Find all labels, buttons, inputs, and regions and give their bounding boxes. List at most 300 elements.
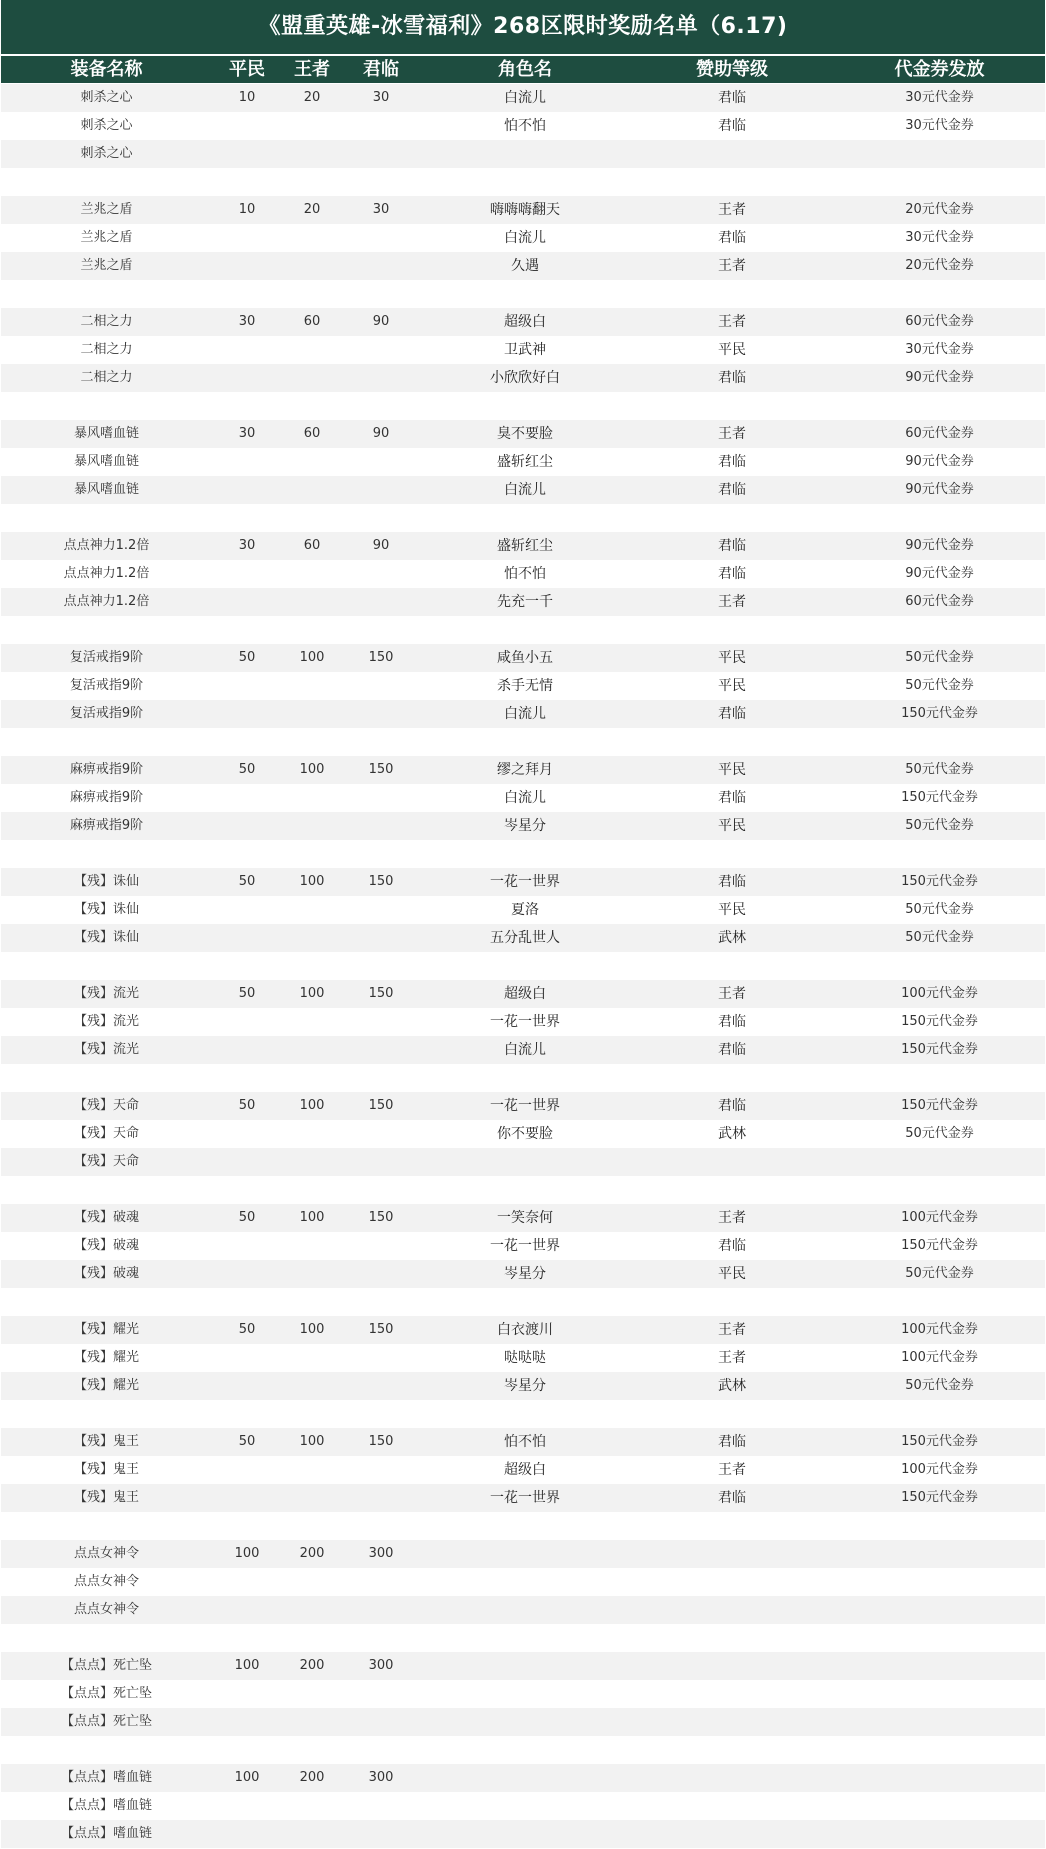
cell-sponsor-level: 君临	[718, 874, 746, 890]
cell-junlin	[342, 1568, 420, 1596]
cell-coupon: 30元代金券	[905, 342, 974, 357]
table-row	[1, 1148, 1045, 1176]
cell-role-name	[420, 1148, 630, 1176]
cell-sponsor-level	[630, 1148, 834, 1176]
table-row	[1, 812, 1045, 840]
cell-coupon: 60元代金券	[905, 594, 974, 609]
header-sponsor-level: 赞助等级	[696, 59, 768, 80]
cell-junlin	[342, 1512, 420, 1540]
cell-role-name: 盛斩红尘	[497, 538, 553, 554]
cell-junlin: 90	[372, 426, 390, 441]
cell-equipment-name: 二相之力	[80, 314, 133, 329]
cell-coupon: 150元代金券	[901, 874, 978, 889]
cell-coupon	[834, 1652, 1045, 1680]
table-row	[1, 168, 1045, 196]
cell-equipment-name	[1, 1064, 212, 1092]
cell-sponsor-level: 王者	[718, 986, 746, 1002]
cell-coupon: 50元代金券	[905, 1266, 974, 1281]
cell-junlin	[342, 1624, 420, 1652]
cell-equipment-name: 【残】流光	[73, 986, 139, 1001]
cell-wangzhe	[282, 588, 342, 616]
cell-coupon: 100元代金券	[901, 1210, 978, 1225]
cell-coupon	[834, 392, 1045, 420]
header-coupon: 代金券发放	[894, 59, 985, 80]
cell-junlin: 300	[368, 1546, 394, 1561]
table-row	[1, 1428, 1045, 1456]
cell-role-name: 一花一世界	[490, 874, 560, 890]
cell-junlin	[342, 1148, 420, 1176]
cell-sponsor-level	[630, 1064, 834, 1092]
cell-sponsor-level: 武林	[718, 1126, 746, 1142]
cell-pingmin	[212, 952, 282, 980]
cell-wangzhe	[282, 1120, 342, 1148]
cell-wangzhe	[282, 896, 342, 924]
cell-equipment-name: 【点点】死亡坠	[60, 1714, 152, 1729]
cell-sponsor-level	[630, 140, 834, 168]
cell-wangzhe	[282, 1820, 342, 1848]
cell-sponsor-level	[630, 840, 834, 868]
cell-coupon: 30元代金券	[905, 230, 974, 245]
cell-role-name: 白流儿	[504, 90, 546, 106]
cell-wangzhe: 100	[299, 1098, 325, 1113]
cell-wangzhe	[282, 840, 342, 868]
page-title: 《盟重英雄-冰雪福利》268区限时奖励名单（6.17)	[1, 0, 1045, 54]
table-row	[1, 560, 1045, 588]
cell-role-name: 盛斩红尘	[497, 454, 553, 470]
cell-sponsor-level	[630, 1736, 834, 1764]
cell-coupon	[834, 1540, 1045, 1568]
cell-sponsor-level: 平民	[718, 678, 746, 694]
cell-equipment-name: 【残】耀光	[73, 1350, 139, 1365]
cell-junlin	[342, 1596, 420, 1624]
cell-wangzhe	[282, 1372, 342, 1400]
table-row	[1, 1624, 1045, 1652]
cell-role-name	[420, 1736, 630, 1764]
cell-role-name: 一笑奈何	[497, 1210, 553, 1226]
cell-pingmin	[212, 448, 282, 476]
table-row	[1, 1232, 1045, 1260]
cell-pingmin: 50	[238, 874, 256, 889]
cell-role-name	[420, 1288, 630, 1316]
cell-equipment-name: 暴风嗜血链	[73, 482, 139, 497]
table-row	[1, 532, 1045, 560]
cell-wangzhe	[282, 112, 342, 140]
cell-coupon	[834, 728, 1045, 756]
cell-pingmin	[212, 812, 282, 840]
cell-wangzhe	[282, 728, 342, 756]
cell-pingmin: 10	[238, 90, 256, 105]
cell-wangzhe: 100	[299, 874, 325, 889]
cell-role-name: 久遇	[511, 258, 539, 274]
cell-sponsor-level	[630, 392, 834, 420]
cell-pingmin	[212, 1232, 282, 1260]
cell-role-name	[420, 840, 630, 868]
table-row	[1, 1540, 1045, 1568]
table-row	[1, 1820, 1045, 1848]
cell-wangzhe	[282, 1596, 342, 1624]
cell-pingmin	[212, 168, 282, 196]
cell-sponsor-level	[630, 1288, 834, 1316]
cell-junlin: 150	[368, 986, 394, 1001]
cell-role-name: 嗨嗨嗨翻天	[490, 202, 560, 218]
cell-sponsor-level: 君临	[718, 1014, 746, 1030]
table-row	[1, 336, 1045, 364]
cell-role-name: 五分乱世人	[490, 930, 560, 946]
cell-role-name	[420, 616, 630, 644]
cell-junlin	[342, 1680, 420, 1708]
cell-equipment-name: 【残】耀光	[73, 1378, 139, 1393]
cell-junlin	[342, 1176, 420, 1204]
cell-coupon: 150元代金券	[901, 1434, 978, 1449]
cell-equipment-name: 复活戒指9阶	[69, 678, 144, 693]
cell-role-name	[420, 1400, 630, 1428]
cell-sponsor-level	[630, 952, 834, 980]
cell-wangzhe	[282, 1512, 342, 1540]
cell-pingmin	[212, 364, 282, 392]
cell-role-name	[420, 1764, 630, 1792]
cell-role-name: 臭不要脸	[497, 426, 553, 442]
cell-sponsor-level: 王者	[718, 1350, 746, 1366]
cell-sponsor-level	[630, 1792, 834, 1820]
cell-wangzhe	[282, 1232, 342, 1260]
cell-pingmin	[212, 1736, 282, 1764]
cell-junlin	[342, 924, 420, 952]
cell-equipment-name: 【残】流光	[73, 1042, 139, 1057]
table-row	[1, 112, 1045, 140]
cell-equipment-name: 【残】耀光	[73, 1322, 139, 1337]
cell-sponsor-level: 王者	[718, 426, 746, 442]
table-row	[1, 1568, 1045, 1596]
cell-coupon: 30元代金券	[905, 90, 974, 105]
cell-junlin: 90	[372, 538, 390, 553]
cell-junlin	[342, 1820, 420, 1848]
table-row	[1, 672, 1045, 700]
cell-pingmin: 50	[238, 650, 256, 665]
cell-sponsor-level: 王者	[718, 258, 746, 274]
table-row	[1, 224, 1045, 252]
cell-pingmin	[212, 1064, 282, 1092]
cell-wangzhe: 200	[299, 1770, 325, 1785]
cell-coupon: 50元代金券	[905, 762, 974, 777]
cell-coupon: 50元代金券	[905, 678, 974, 693]
cell-equipment-name	[1, 1736, 212, 1764]
cell-wangzhe: 60	[303, 314, 321, 329]
cell-wangzhe: 100	[299, 1322, 325, 1337]
cell-pingmin: 50	[238, 1322, 256, 1337]
cell-sponsor-level: 君临	[718, 706, 746, 722]
cell-equipment-name: 暴风嗜血链	[73, 454, 139, 469]
cell-wangzhe	[282, 252, 342, 280]
cell-sponsor-level: 武林	[718, 1378, 746, 1394]
cell-pingmin	[212, 1344, 282, 1372]
cell-wangzhe	[282, 1792, 342, 1820]
cell-coupon: 100元代金券	[901, 1462, 978, 1477]
cell-coupon	[834, 1064, 1045, 1092]
table-row	[1, 1120, 1045, 1148]
cell-role-name: 夏洛	[511, 902, 539, 918]
table-row	[1, 952, 1045, 980]
cell-junlin	[342, 476, 420, 504]
cell-coupon: 50元代金券	[905, 902, 974, 917]
cell-coupon: 50元代金券	[905, 1378, 974, 1393]
cell-sponsor-level: 平民	[718, 342, 746, 358]
cell-wangzhe	[282, 1036, 342, 1064]
cell-coupon: 60元代金券	[905, 314, 974, 329]
cell-junlin: 90	[372, 314, 390, 329]
cell-equipment-name: 复活戒指9阶	[69, 706, 144, 721]
cell-role-name	[420, 1568, 630, 1596]
cell-junlin	[342, 1232, 420, 1260]
cell-junlin	[342, 840, 420, 868]
cell-equipment-name	[1, 728, 212, 756]
cell-role-name	[420, 1512, 630, 1540]
table-row	[1, 644, 1045, 672]
cell-coupon: 150元代金券	[901, 1238, 978, 1253]
cell-wangzhe	[282, 364, 342, 392]
cell-role-name: 超级白	[504, 1462, 546, 1478]
cell-wangzhe	[282, 1484, 342, 1512]
cell-sponsor-level: 君临	[718, 454, 746, 470]
cell-role-name: 一花一世界	[490, 1014, 560, 1030]
table-row	[1, 756, 1045, 784]
cell-wangzhe	[282, 280, 342, 308]
cell-equipment-name: 【残】鬼王	[73, 1490, 139, 1505]
cell-equipment-name	[1, 280, 212, 308]
table-row	[1, 896, 1045, 924]
table-row	[1, 140, 1045, 168]
cell-role-name	[420, 280, 630, 308]
table-row	[1, 476, 1045, 504]
cell-role-name: 白衣渡川	[497, 1322, 553, 1338]
cell-equipment-name: 【残】鬼王	[73, 1434, 139, 1449]
cell-coupon: 150元代金券	[901, 790, 978, 805]
cell-equipment-name: 【残】鬼王	[73, 1462, 139, 1477]
cell-sponsor-level: 王者	[718, 202, 746, 218]
cell-equipment-name: 刺杀之心	[80, 90, 133, 105]
cell-pingmin	[212, 1008, 282, 1036]
cell-wangzhe	[282, 1624, 342, 1652]
cell-junlin	[342, 952, 420, 980]
cell-wangzhe	[282, 1260, 342, 1288]
cell-equipment-name: 【残】天命	[73, 1126, 139, 1141]
cell-sponsor-level	[630, 280, 834, 308]
cell-wangzhe	[282, 1344, 342, 1372]
cell-wangzhe	[282, 812, 342, 840]
cell-junlin: 150	[368, 874, 394, 889]
cell-equipment-name	[1, 504, 212, 532]
cell-equipment-name: 【点点】死亡坠	[60, 1658, 152, 1673]
cell-junlin	[342, 392, 420, 420]
cell-sponsor-level	[630, 504, 834, 532]
cell-wangzhe: 60	[303, 426, 321, 441]
table-row	[1, 1092, 1045, 1120]
cell-wangzhe: 100	[299, 650, 325, 665]
table-row	[1, 616, 1045, 644]
cell-wangzhe	[282, 392, 342, 420]
cell-coupon	[834, 840, 1045, 868]
cell-role-name: 缪之拜月	[497, 762, 553, 778]
cell-equipment-name: 【残】天命	[73, 1098, 139, 1113]
cell-pingmin	[212, 896, 282, 924]
cell-coupon: 60元代金券	[905, 426, 974, 441]
cell-junlin	[342, 504, 420, 532]
cell-role-name	[420, 1652, 630, 1680]
cell-role-name: 卫武神	[504, 342, 546, 358]
cell-pingmin	[212, 1792, 282, 1820]
cell-sponsor-level: 君临	[718, 1042, 746, 1058]
cell-junlin: 150	[368, 1210, 394, 1225]
cell-pingmin	[212, 840, 282, 868]
cell-pingmin	[212, 252, 282, 280]
cell-wangzhe	[282, 140, 342, 168]
cell-role-name	[420, 728, 630, 756]
cell-role-name: 白流儿	[504, 230, 546, 246]
table-row	[1, 1260, 1045, 1288]
cell-role-name	[420, 952, 630, 980]
cell-pingmin	[212, 1120, 282, 1148]
cell-sponsor-level: 君临	[718, 1098, 746, 1114]
table-row	[1, 868, 1045, 896]
cell-equipment-name: 刺杀之心	[80, 146, 133, 161]
cell-sponsor-level	[630, 1624, 834, 1652]
table-row	[1, 924, 1045, 952]
cell-role-name: 咸鱼小五	[497, 650, 553, 666]
cell-wangzhe	[282, 1680, 342, 1708]
cell-junlin	[342, 700, 420, 728]
cell-coupon	[834, 1624, 1045, 1652]
cell-coupon	[834, 1148, 1045, 1176]
cell-equipment-name	[1, 1400, 212, 1428]
cell-role-name: 杀手无情	[497, 678, 553, 694]
cell-sponsor-level: 王者	[718, 1462, 746, 1478]
cell-pingmin: 100	[234, 1658, 260, 1673]
cell-sponsor-level: 君临	[718, 1490, 746, 1506]
cell-wangzhe	[282, 616, 342, 644]
cell-junlin	[342, 112, 420, 140]
cell-role-name: 你不要脸	[497, 1126, 553, 1142]
cell-role-name: 哒哒哒	[504, 1350, 546, 1366]
cell-wangzhe	[282, 168, 342, 196]
table-row	[1, 728, 1045, 756]
cell-coupon: 100元代金券	[901, 986, 978, 1001]
cell-pingmin	[212, 280, 282, 308]
table-row	[1, 840, 1045, 868]
cell-junlin	[342, 1288, 420, 1316]
table-row	[1, 1764, 1045, 1792]
cell-junlin	[342, 616, 420, 644]
table-row	[1, 1736, 1045, 1764]
cell-coupon	[834, 168, 1045, 196]
cell-pingmin	[212, 140, 282, 168]
cell-coupon: 20元代金券	[905, 202, 974, 217]
cell-coupon	[834, 1764, 1045, 1792]
cell-coupon: 90元代金券	[905, 566, 974, 581]
cell-sponsor-level	[630, 1680, 834, 1708]
cell-wangzhe	[282, 1708, 342, 1736]
cell-wangzhe	[282, 336, 342, 364]
cell-coupon	[834, 1736, 1045, 1764]
cell-pingmin: 50	[238, 762, 256, 777]
cell-sponsor-level: 君临	[718, 538, 746, 554]
cell-role-name: 岑星分	[504, 1266, 546, 1282]
cell-wangzhe	[282, 672, 342, 700]
cell-coupon	[834, 1820, 1045, 1848]
table-row	[1, 1008, 1045, 1036]
cell-wangzhe	[282, 1288, 342, 1316]
cell-role-name: 白流儿	[504, 790, 546, 806]
cell-wangzhe	[282, 224, 342, 252]
cell-junlin	[342, 1260, 420, 1288]
cell-junlin	[342, 1036, 420, 1064]
table-row	[1, 1792, 1045, 1820]
table-row	[1, 1204, 1045, 1232]
cell-equipment-name: 【点点】死亡坠	[60, 1686, 152, 1701]
cell-role-name	[420, 504, 630, 532]
cell-equipment-name: 点点女神令	[73, 1574, 139, 1589]
table-row	[1, 1372, 1045, 1400]
cell-equipment-name	[1, 616, 212, 644]
cell-sponsor-level: 君临	[718, 1238, 746, 1254]
cell-pingmin: 50	[238, 1098, 256, 1113]
cell-pingmin	[212, 1148, 282, 1176]
cell-pingmin	[212, 476, 282, 504]
cell-role-name	[420, 1176, 630, 1204]
cell-pingmin	[212, 1708, 282, 1736]
cell-junlin	[342, 1708, 420, 1736]
cell-coupon	[834, 1708, 1045, 1736]
cell-pingmin	[212, 1260, 282, 1288]
table-row	[1, 84, 1045, 112]
table-row	[1, 1036, 1045, 1064]
cell-equipment-name: 刺杀之心	[80, 118, 133, 133]
cell-coupon: 50元代金券	[905, 1126, 974, 1141]
cell-sponsor-level	[630, 1176, 834, 1204]
cell-equipment-name: 【残】破魂	[73, 1238, 139, 1253]
cell-role-name: 白流儿	[504, 1042, 546, 1058]
cell-wangzhe	[282, 784, 342, 812]
cell-role-name	[420, 168, 630, 196]
cell-coupon: 90元代金券	[905, 454, 974, 469]
cell-pingmin	[212, 1512, 282, 1540]
cell-pingmin	[212, 1456, 282, 1484]
cell-role-name	[420, 1820, 630, 1848]
cell-wangzhe	[282, 1008, 342, 1036]
cell-junlin	[342, 560, 420, 588]
cell-equipment-name	[1, 1176, 212, 1204]
header-junlin: 君临	[363, 59, 399, 80]
table-row	[1, 448, 1045, 476]
cell-equipment-name: 麻痹戒指9阶	[69, 762, 144, 777]
header-pingmin: 平民	[229, 59, 265, 80]
table-body	[1, 84, 1045, 1848]
cell-wangzhe: 60	[303, 538, 321, 553]
cell-coupon: 30元代金券	[905, 118, 974, 133]
cell-sponsor-level: 王者	[718, 314, 746, 330]
cell-equipment-name: 麻痹戒指9阶	[69, 818, 144, 833]
cell-wangzhe: 20	[303, 90, 321, 105]
cell-pingmin	[212, 728, 282, 756]
cell-role-name: 一花一世界	[490, 1490, 560, 1506]
table-row	[1, 1176, 1045, 1204]
cell-pingmin: 50	[238, 1434, 256, 1449]
cell-junlin	[342, 1372, 420, 1400]
cell-equipment-name: 兰兆之盾	[80, 230, 133, 245]
cell-pingmin	[212, 1484, 282, 1512]
cell-pingmin	[212, 1624, 282, 1652]
cell-junlin	[342, 1064, 420, 1092]
table-row	[1, 1484, 1045, 1512]
cell-junlin: 30	[372, 90, 390, 105]
